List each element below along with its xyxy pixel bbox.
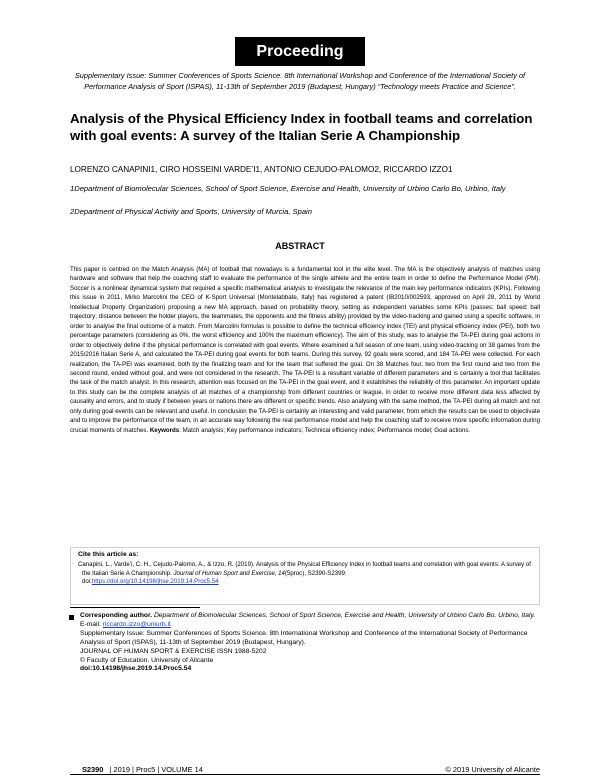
proceeding-badge: Proceeding [235, 37, 365, 66]
journal-issn: JOURNAL OF HUMAN SPORT & EXERCISE ISSN 1988-5202 [80, 647, 267, 655]
citation-text: Canapini, L., Varde’i, C. H., Cejudo-Palomo, A., & Izzo, R. (2019). Analysis of the Physical Efficiency Index in football teams and correlation with goal events: A survey of the Italian Serie A Championship. [78, 561, 531, 577]
citation-issue: (5proc), S2390-S2399. [284, 569, 347, 577]
corresponding-affiliation: Department of Biomolecular Sciences, School of Sport Science, Exercise and Health, University of Urbino Carlo Bo, Urbino, Italy. [153, 612, 536, 619]
affiliation-2: 2Department of Physical Activity and Sports, University of Murcia, Spain [70, 207, 312, 216]
authors: LORENZO CANAPINI1, CIRO HOSSEINI VARDE’I1, ANTONIO CEJUDO-PALOMO2, RICCARDO IZZO1 [70, 165, 453, 174]
footnote-divider [70, 607, 200, 608]
abstract-text: This paper is centred on the Match Analysis (MA) of football that nowadays is a fundamental tool in the elite level. The MA is the objectively analysis of matches using hardware and software that help the coaching staff to evaluate the performance of the single athlete and the entire team in order to define the Performance Model (PM). Soccer is a nonlinear dynamical system that required a specific mathematical analysis to investigate the relevance of the main key performance indicators (KPIs). Following this issue in 2011, Mirko Marcolini the CEO of K-Sport Universal (Montelabbate, Italy) has registered a patent (IB2010/002593, approved on April 28, 2011 by World Intellectual Property Organization) proposing a new MA approach, based on probability theory, setting as independent variables some KPIs (passes; ball speed; ball trajectory; distance between the holder players, the teammates, the opponents and the fitness ability) provided by the video-tracking and gained using a specific software, in order to analyse the final outcome of a match. From Marcolini formulas is possible to define the technical efficiency index (TEI) and physical efficiency index (PEI), both two percentage parameters (considering as 0%, the worst efficiency and 100% the maximum efficiency). The aim of this study, was to analyse the TA-PEI during goal actions in order to objectively define if the physical performance is correlated with goal events. Where examined a full season of one team, using video-tracking on 38 games from the 2015/2016 Italian Serie A, and calculated the TA-PEI during goal events for both teams. During this survey, 92 goals were scored, and 184 TA-PEI were collected. For each realization, the TA-PEI was examined, both by the finalizing team and for the team that suffered the goal. On 38 Matches four, two from the first round and two from the second round, ended without goal, and were not considered in the research. The TA-PEI is a resultant variable of different parameters and is certainly a tool that facilitates the task of the match analyst. In this research, attention was focused on the TA-PEI in the goal event, and it establishes the reliability of this parameter. An important update to this study can be the complete analysis of all matches of a championship from different countries or league, in order to receive more different data less affected by causality and errors, and to study if between years or nations there are different or specific trends. Also analysing with the same method, the TA-PEI during all match and not only during goal events can be relevant and useful. In conclusion the TA-PEI is certainly an interesting and valid parameter, from which the results can be used to objectivate and to improve the performance of the team, in an accurate way following the real performance model and help the coaching staff to receive more specific information during crucial moments of matches. [70, 266, 540, 434]
footer-left [82, 765, 203, 774]
page-number: S2390 [82, 765, 104, 774]
footnote [80, 612, 540, 674]
corresponding-label: Corresponding author. [80, 612, 153, 619]
citation [78, 561, 532, 587]
keywords-label: Keywords [149, 426, 180, 434]
footer-meta: | 2019 | Proc5 | VOLUME 14 [109, 765, 203, 774]
envelope-icon [69, 615, 74, 620]
supplementary-issue: Supplementary Issue: Summer Conferences of Sports Science. 8th International Workshop and Conference of the International Society of Performance Analysis of Sport (ISPAS), 11-13th of September 2019 (Budapest, Hungary) “Technology meets Practice and Science”. [74, 71, 526, 91]
keywords-text: : Match analysis; Key performance indicators; Technical efficiency index; Performance model; Goal actions. [179, 426, 471, 434]
paper-title: Analysis of the Physical Efficiency Index in football teams and correlation with goal events: A survey of the Italian Serie A Championship [70, 111, 533, 143]
doi-link[interactable]: https://doi.org/10.14198/jhse.2019.14.Proc5.54 [91, 578, 219, 586]
citation-journal: Journal of Human Sport and Exercise, 14 [173, 569, 285, 577]
copyright: © Faculty of Education. University of Alicante [80, 656, 214, 664]
footnote-supplementary: Supplementary Issue: Summer Conferences of Sports Science. 8th International Workshop and Conference of the International Society of Performance Analysis of Sport (ISPAS), 11-13th of September 2019 (Budapest, Hungary). [80, 629, 528, 646]
email-label: E-mail: [80, 620, 101, 628]
affiliation-1: 1Department of Biomolecular Sciences, School of Sport Science, Exercise and Health, University of Urbino Carlo Bo, Urbino, Italy [70, 184, 506, 193]
abstract-heading: ABSTRACT [275, 241, 325, 251]
footnote-doi: doi:10.14198/jhse.2019.14.Proc5.54 [80, 665, 192, 673]
doi-label: doi: [82, 578, 92, 586]
cite-heading: Cite this article as: [78, 551, 139, 558]
email-link[interactable]: riccardo.izzo@uniurb.it [102, 620, 171, 628]
abstract-body [70, 265, 540, 435]
footer-right: © 2019 University of Alicante [445, 765, 540, 774]
cite-box [70, 547, 540, 605]
footer-line [70, 774, 540, 775]
